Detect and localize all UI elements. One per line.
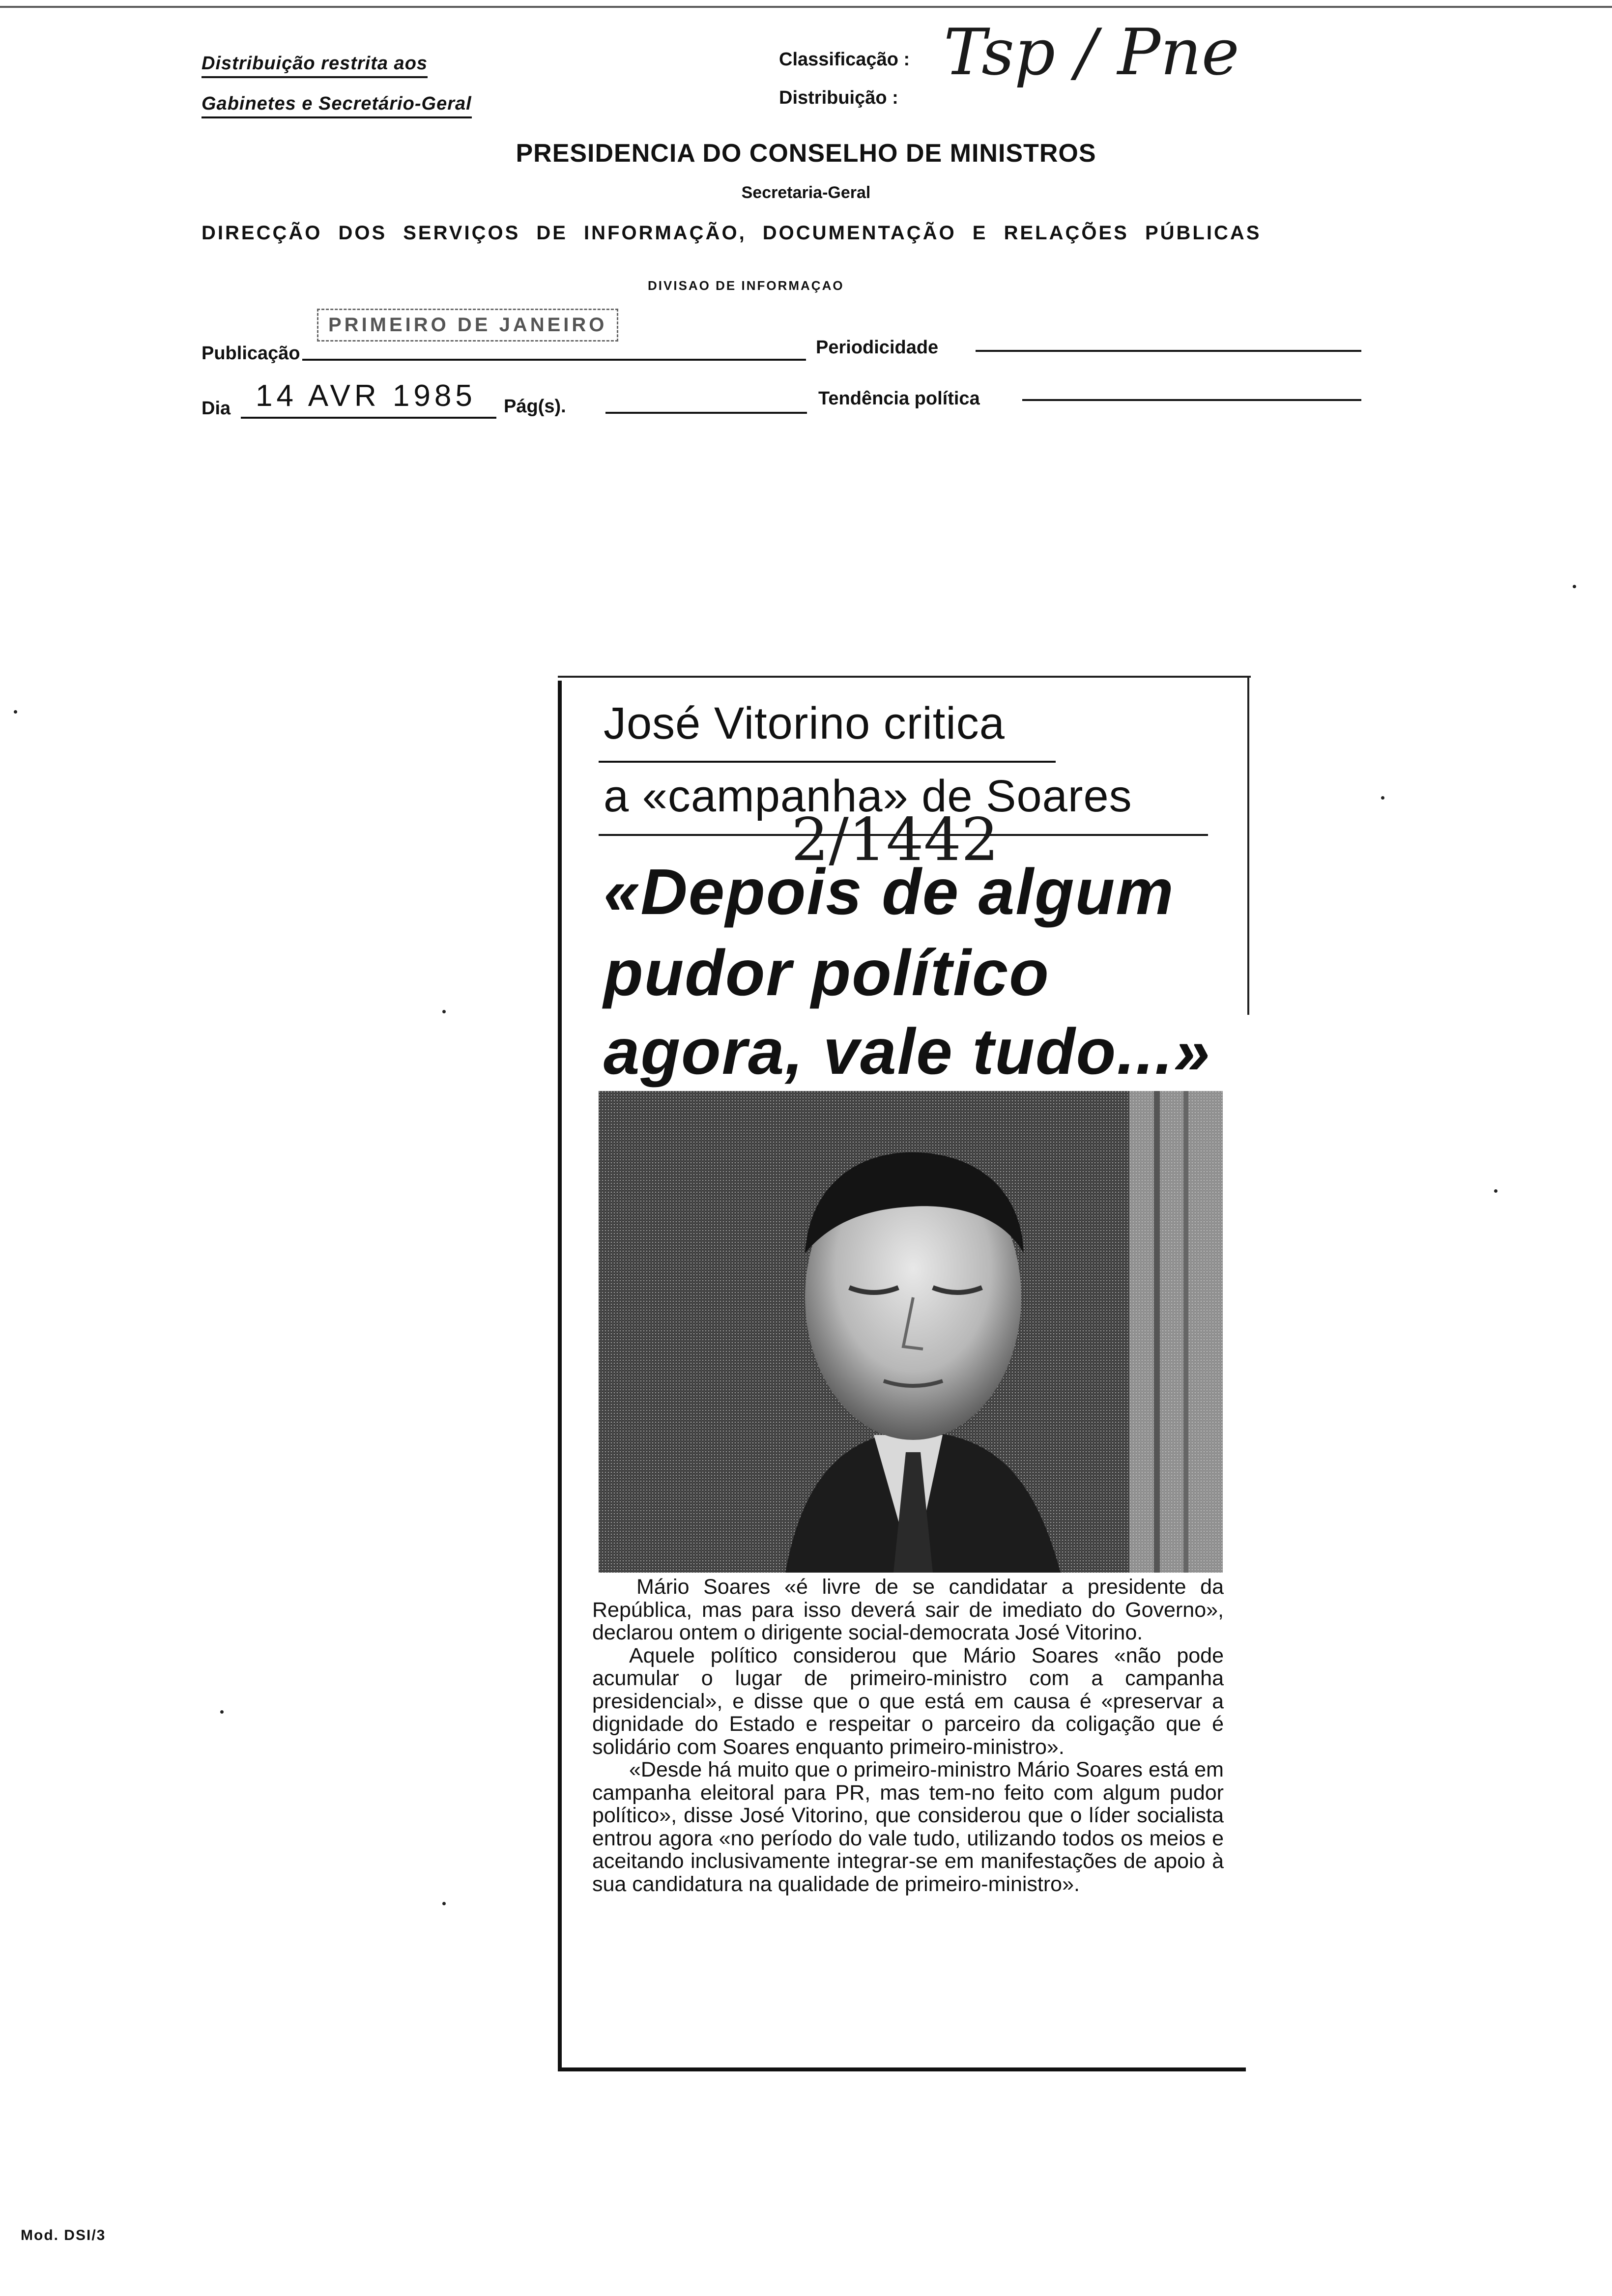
top-border-line (0, 6, 1612, 8)
organization-title: PRESIDENCIA DO CONSELHO DE MINISTROS (516, 139, 1096, 168)
publication-stamp: PRIMEIRO DE JANEIRO (317, 309, 618, 342)
dia-value: 14 AVR 1985 (256, 379, 476, 413)
headline-line1: José Vitorino critica (604, 698, 1005, 748)
organization-subtitle: Secretaria-Geral (741, 183, 871, 202)
headline-rule-1 (599, 761, 1056, 763)
tendencia-label: Tendência política (818, 388, 980, 409)
scan-speck (442, 1010, 446, 1013)
scan-speck (14, 710, 17, 714)
clipping-top-border (558, 676, 1251, 678)
handwritten-classification: Tsp / Pne (944, 15, 1239, 89)
dia-label: Dia (202, 398, 231, 419)
classificacao-label: Classificação : (779, 49, 910, 70)
restricted-distribution-line2: Gabinetes e Secretário-Geral (202, 93, 472, 118)
directorate-title: DIRECÇÃO DOS SERVIÇOS DE INFORMAÇÃO, DOCUMENTAÇÃO E RELAÇÕES PÚBLICAS (202, 222, 1262, 244)
quote-line1: «Depois de algum (604, 856, 1175, 928)
handwritten-reference: 2/1442 (791, 806, 999, 874)
scan-speck (1573, 585, 1576, 588)
form-model-code: Mod. DSI/3 (21, 2227, 106, 2243)
portrait-photo (599, 1091, 1223, 1573)
pags-label: Pág(s). (504, 396, 566, 417)
periodicidade-field-line (976, 350, 1361, 352)
restricted-distribution-line1: Distribuição restrita aos (202, 53, 428, 78)
article-paragraph: Aquele político considerou que Mário Soares «não pode acumular o lugar de primeiro-ministro com a campanha presidencial», e disse que o que está em causa é «preservar a dignidade do Estado e respeitar o parceiro da coligação que é solidário com Soares enquanto primeiro-ministro». (592, 1643, 1224, 1759)
scan-speck (1381, 796, 1384, 800)
clipping-right-border (1247, 676, 1249, 1015)
pags-field-line (605, 412, 807, 414)
scan-speck (220, 1710, 224, 1714)
clipping-left-border (558, 681, 562, 2071)
headline-line2: a «campanha» de Soares (604, 771, 1132, 821)
dia-field-line (241, 417, 496, 419)
article-paragraph: «Desde há muito que o primeiro-ministro Mário Soares está em campanha eleitoral para PR, mas tem-no feito com algum pudor político», disse José Vitorino, que considerou que o líder socialista entrou agora «no período do vale tudo, utilizando todos os meios e aceitando inclusivamente integrar-se em manifestações de apoio à sua candidatura na qualidade de primeiro-ministro». (592, 1758, 1224, 1896)
quote-line2: pudor político (604, 937, 1050, 1009)
division-title: DIVISAO DE INFORMAÇAO (648, 278, 844, 293)
periodicidade-label: Periodicidade (816, 337, 939, 358)
tendencia-field-line (1022, 399, 1361, 401)
publicacao-field-line (302, 359, 806, 361)
publicacao-label: Publicação (202, 343, 300, 364)
scan-speck (442, 1902, 446, 1905)
quote-line3: agora, vale tudo...» (604, 1015, 1211, 1088)
article-paragraph: Mário Soares «é livre de se candidatar a presidente da República, mas para isso deverá sair de imediato do Governo», declarou ontem o dirigente social-democrata José Vitorino. (592, 1575, 1224, 1644)
distribuicao-label: Distribuição : (779, 87, 898, 108)
scan-speck (1494, 1189, 1497, 1193)
article-body (592, 1576, 1224, 1895)
clipping-bottom-border (558, 2067, 1246, 2071)
